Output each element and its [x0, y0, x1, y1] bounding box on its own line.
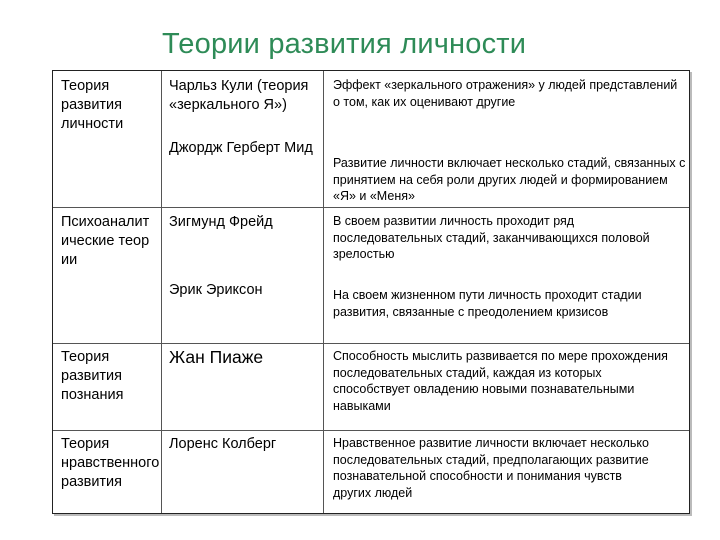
- author-name: Жан Пиаже: [169, 347, 264, 367]
- column-divider: [323, 71, 324, 513]
- column-divider: [161, 71, 162, 513]
- theory-cell: [61, 435, 160, 492]
- theory-cell: Теория развития личности: [61, 78, 124, 132]
- theories-table: [52, 70, 690, 514]
- theory-description: В своем развитии личность проходит ряд последовательных стадий, заканчивающихся половой зрелостью: [333, 214, 650, 261]
- theory-description: Эффект «зеркального отражения» у людей представлений о том, как их оценивают другие: [333, 78, 678, 109]
- author-name: Чарльз Кули (теория «зеркального Я»): [169, 78, 309, 113]
- row-divider: [53, 430, 689, 431]
- theory-cell: Теория развития познания: [61, 349, 124, 403]
- author-name: Джордж Герберт Мид: [169, 140, 313, 156]
- row-divider: [53, 207, 689, 208]
- theory-cell-text: Теория нравственного развития: [61, 436, 160, 490]
- author-name: Лоренс Колберг: [169, 436, 277, 452]
- author-name: Эрик Эриксон: [169, 282, 263, 298]
- theory-description: Развитие личности включает несколько стадий, связанных с принятием на себя роли других людей и формированием «Я» и «Меня»: [333, 156, 686, 203]
- theory-description: Нравственное развитие личности включает несколько последовательных стадий, предполагающих развитие познавательной способности и понимания чувств других людей: [333, 436, 649, 500]
- theory-description: Способность мыслить развивается по мере прохождения последовательных стадий, каждая из которых способствует овладению новыми познавательными навыками: [333, 349, 668, 413]
- theory-description: На своем жизненном пути личность проходит стадии развития, связанные с преодолением кризисов: [333, 288, 642, 319]
- author-name: Зигмунд Фрейд: [169, 214, 273, 230]
- theory-cell: Психоаналитические теории: [61, 214, 150, 268]
- row-divider: [53, 343, 689, 344]
- page-title: Теории развития личности: [162, 28, 527, 60]
